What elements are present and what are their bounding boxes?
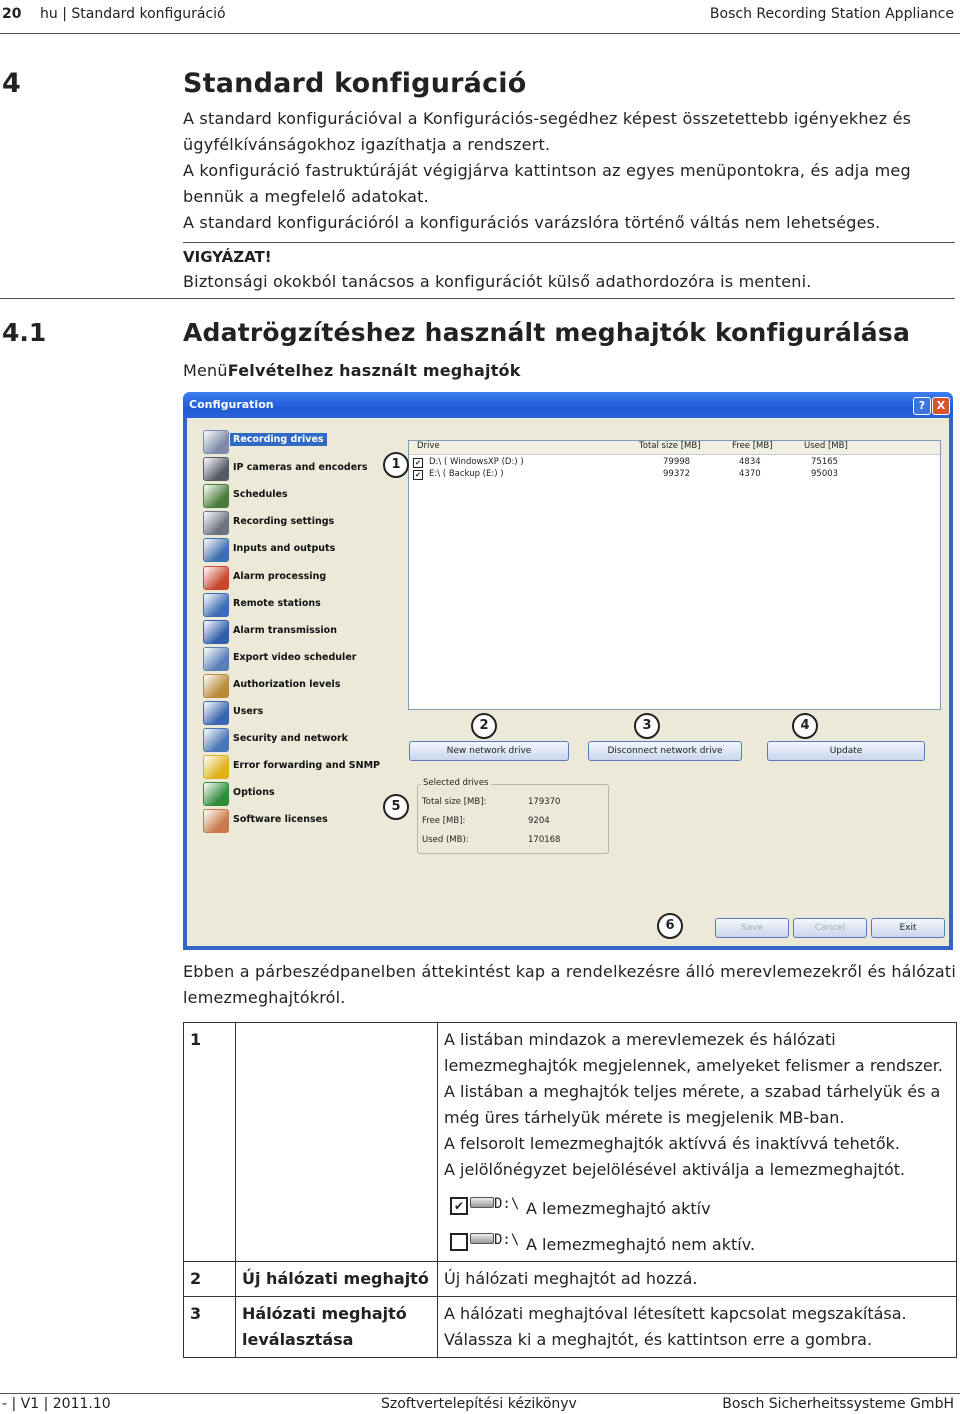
row-name [236,1023,438,1262]
col-header-drive[interactable]: Drive [417,441,440,451]
section-paragraph-1: A standard konfigurációval a Konfigurációs-segédhez képest összetettebb igényekhez és ügyfélkívánságokhoz igazíthatja a rendszert. A konfiguráció fastruktúráját végigjárva kattintson az egyes menüpontokra, és adja meg bennük a megfelelő adatokat. A standard konfigurációról a konfigurációs varázslóra történő váltás nem lehetséges. [183,109,912,232]
check-icon [203,782,229,806]
active-text: A lemezmeghajtó aktív [526,1199,711,1218]
callout-5: 5 [383,794,409,820]
callout-4: 4 [792,713,818,739]
table-row [184,1297,957,1358]
drive-icon [203,430,229,454]
description-table [183,1022,957,1358]
alarm-icon [203,566,229,590]
navigation-list [187,430,397,850]
nav-item-label: Export video scheduler [233,651,357,663]
caution-text: Biztonsági okokból tanácsos a konfigurációt külső adathordozóra is menteni. [183,272,812,291]
save-button[interactable]: Save [715,918,789,938]
inactive-text: A lemezmeghajtó nem aktív. [526,1235,756,1254]
nav-item-label: Remote stations [233,597,321,609]
hard-drive-icon [470,1233,494,1244]
cell-drive: D:\ ( WindowsXP (D:) ) [429,457,524,467]
security-icon [203,728,229,752]
row-description: A listában mindazok a merevlemezek és hálózati lemezmeghajtók megjelennek, amelyeket felismer a rendszer. A listában a meghajtók teljes mérete, a szabad tárhelyük és a még üres tárhelyük mérete is megjelenik MB-ban. A felsorolt lemezmeghajtók aktívvá és inaktívvá tehetők. A jelölőnégyzet bejelölésével aktiválja a lemezmeghajtót. ✔ D:\ A lemezmeghajtó aktív D:\ A lemezmeghajtó nem aktív. [438,1023,957,1262]
nav-item-label: Error forwarding and SNMP [233,760,381,772]
header-rule [0,33,960,34]
camera-icon [203,457,229,481]
nav-item-label: IP cameras and encoders [233,462,368,474]
footer-company: Bosch Sicherheitssysteme GmbH [722,1396,954,1412]
footer-version: - | V1 | 2011.10 [2,1396,111,1412]
col-header-total[interactable]: Total size [MB] [639,441,701,451]
monitor-icon [203,593,229,617]
nav-item-label: Alarm transmission [233,624,337,636]
close-button[interactable]: X [932,397,950,415]
user-icon [203,701,229,725]
callout-3: 3 [634,713,660,739]
section-number: 4 [2,68,21,99]
nav-item-label: Recording settings [233,516,335,528]
row-name: Új hálózati meghajtó [236,1262,438,1297]
row-description: Új hálózati meghajtót ad hozzá. [438,1262,957,1297]
footer-manual-title: Szoftvertelepítési kézikönyv [381,1396,577,1412]
exit-button[interactable]: Exit [871,918,945,938]
nav-item-label: Inputs and outputs [233,543,336,555]
callout-2: 2 [471,713,497,739]
window-titlebar [183,392,953,418]
active-example [450,1193,950,1221]
nav-item-label: Security and network [233,733,348,745]
section-title: Standard konfiguráció [183,68,527,99]
selected-free-label: Free [MB]: [422,816,466,826]
subsection-title: Adatrögzítéshez használt meghajtók konfigurálása [183,318,911,347]
table-row [184,1262,957,1297]
cancel-button[interactable]: Cancel [793,918,867,938]
row-name: Hálózati meghajtó leválasztása [236,1297,438,1358]
inputs-outputs-icon [203,538,229,562]
subsection-number: 4.1 [2,318,47,347]
cell-used: 75165 [811,457,839,467]
selected-used-value: 170168 [528,835,561,845]
nav-item-label: Software licenses [233,814,328,826]
row-number: 2 [184,1262,236,1297]
update-button[interactable]: Update [767,741,925,761]
nav-item-label: Authorization levels [233,678,341,690]
cell-free: 4834 [739,457,761,467]
window-client-area [187,418,949,946]
footer-rule [0,1393,960,1394]
disconnect-network-drive-button[interactable]: Disconnect network drive [588,741,742,761]
new-network-drive-button[interactable]: New network drive [409,741,569,761]
unchecked-box-icon [450,1233,468,1251]
recording-settings-icon [203,511,229,535]
selected-drives-group [417,778,609,854]
selected-total-value: 179370 [528,797,561,807]
help-button[interactable]: ? [913,397,931,415]
header-page-number: 20 [2,6,22,22]
nav-item-label: Options [233,787,275,799]
window-title: Configuration [189,398,274,411]
selected-used-label: Used (MB): [422,835,469,845]
drive-letter: D:\ [494,1232,520,1248]
caution-label: VIGYÁZAT! [183,248,272,266]
nav-item-label: Recording drives [230,433,327,446]
row-number: 3 [184,1297,236,1358]
drives-table [408,440,941,710]
table-row[interactable] [409,469,940,481]
cell-used: 95003 [811,469,839,479]
network-monitor-icon [203,620,229,644]
header-product: Bosch Recording Station Appliance [709,6,954,22]
nav-item-label: Schedules [233,489,288,501]
col-header-free[interactable]: Free [MB] [732,441,773,451]
row-number: 1 [184,1023,236,1262]
users-group-icon [203,674,229,698]
header-section-ref: hu | Standard konfiguráció [40,6,226,22]
nav-item-label: Users [233,706,264,717]
cell-total: 79998 [663,457,691,467]
caution-rule-bottom [0,298,955,299]
col-header-used[interactable]: Used [MB] [804,441,848,451]
drive-letter: D:\ [494,1196,520,1212]
row-description: A hálózati meghajtóval létesített kapcsolat megszakítása. Válassza ki a meghajtót, és kattintson erre a gombra. [438,1297,957,1358]
callout-1: 1 [383,452,409,478]
menu-path: MenüFelvételhez használt meghajtók [183,361,521,380]
selected-drives-legend: Selected drives [423,778,489,788]
selected-total-label: Total size [MB]: [422,797,487,807]
license-icon [203,809,229,833]
cell-free: 4370 [739,469,761,479]
checked-box-icon: ✔ [450,1197,468,1215]
export-icon [203,647,229,671]
table-row [184,1023,957,1262]
checked-box-icon[interactable]: ✔ [413,458,423,468]
hard-drive-icon [470,1197,494,1208]
caution-rule-top [183,242,955,243]
checked-box-icon[interactable]: ✔ [413,470,423,480]
inactive-example [450,1229,950,1257]
warning-icon [203,755,229,779]
calendar-icon [203,484,229,508]
selected-free-value: 9204 [528,816,550,826]
dialog-description: Ebben a párbeszédpanelben áttekintést kap a rendelkezésre álló merevlemezekről és hálózati lemezmeghajtókról. [183,962,957,1007]
cell-drive: E:\ ( Backup (E:) ) [429,469,504,479]
configuration-window [183,392,953,950]
callout-6: 6 [657,913,683,939]
cell-total: 99372 [663,469,691,479]
nav-item-label: Alarm processing [233,570,327,582]
table-row[interactable] [409,457,940,469]
